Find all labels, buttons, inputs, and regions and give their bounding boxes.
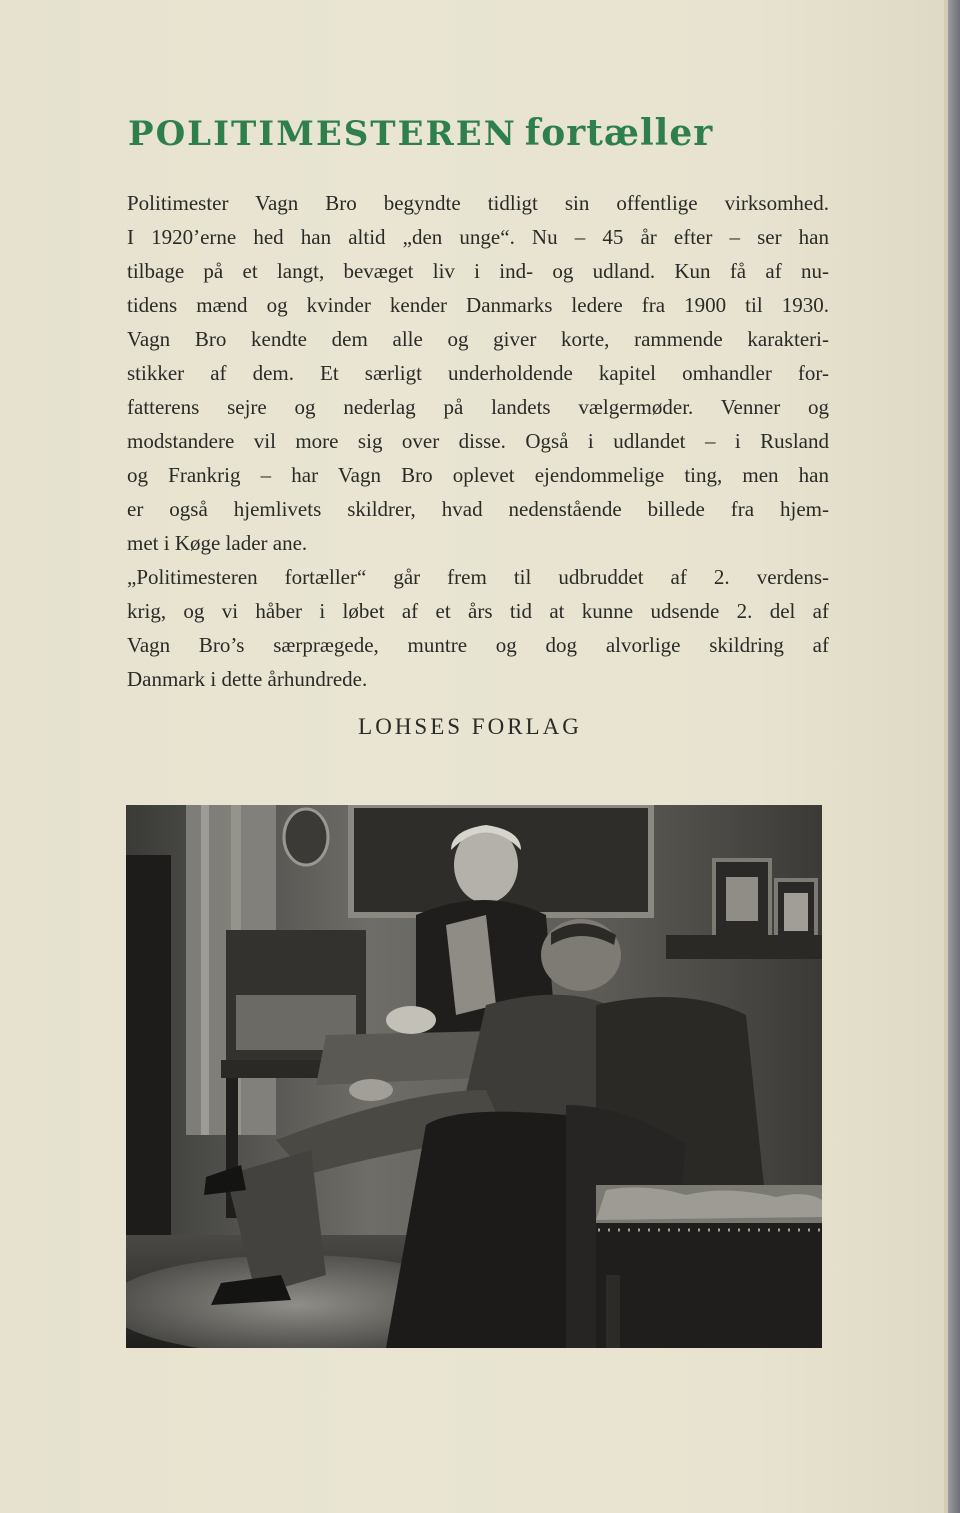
blurb-line: Vagn Bro kendte dem alle og giver korte, rammende karakteri- xyxy=(127,327,829,351)
blurb-line: krig, og vi håber i løbet af et års tid at kunne udsende 2. del af xyxy=(127,599,829,623)
blurb-line: Danmark i dette århundrede. xyxy=(127,667,368,691)
blurb-line: „Politimesteren fortæller“ går frem til udbruddet af 2. verdens- xyxy=(127,565,829,589)
title-sub: fortæller xyxy=(524,112,714,154)
publisher-name: LOHSES FORLAG xyxy=(358,714,582,739)
blurb-line: tilbage på et langt, bevæget liv i ind- og udland. Kun få af nu- xyxy=(127,259,829,283)
title-main: POLITIMESTEREN xyxy=(128,114,517,154)
blurb-line: modstandere vil more sig over disse. Også i udlandet – i Rusland xyxy=(127,429,829,453)
blurb-line: er også hjemlivets skildrer, hvad nedenstående billede fra hjem- xyxy=(127,497,829,521)
blurb-line: fatterens sejre og nederlag på landets vælgermøder. Venner og xyxy=(127,395,829,419)
book-title xyxy=(128,112,828,164)
photo-illustration xyxy=(126,805,822,1348)
home-photograph xyxy=(126,805,822,1348)
blurb-line: I 1920’erne hed han altid „den unge“. Nu – 45 år efter – ser han xyxy=(127,225,829,249)
blurb-line: og Frankrig – har Vagn Bro oplevet ejendommelige ting, men han xyxy=(127,463,829,487)
blurb-line: met i Køge lader ane. xyxy=(127,531,308,555)
blurb-line: Vagn Bro’s særprægede, muntre og dog alvorlige skildring af xyxy=(127,633,829,657)
blurb-line: stikker af dem. Et særligt underholdende kapitel omhandler for- xyxy=(127,361,829,385)
page-edge-shadow xyxy=(948,0,960,1513)
blurb-line: tidens mænd og kvinder kender Danmarks ledere fra 1900 til 1930. xyxy=(127,293,829,317)
blurb-text xyxy=(127,186,829,696)
blurb-line: Politimester Vagn Bro begyndte tidligt sin offentlige virksomhed. xyxy=(127,191,829,215)
